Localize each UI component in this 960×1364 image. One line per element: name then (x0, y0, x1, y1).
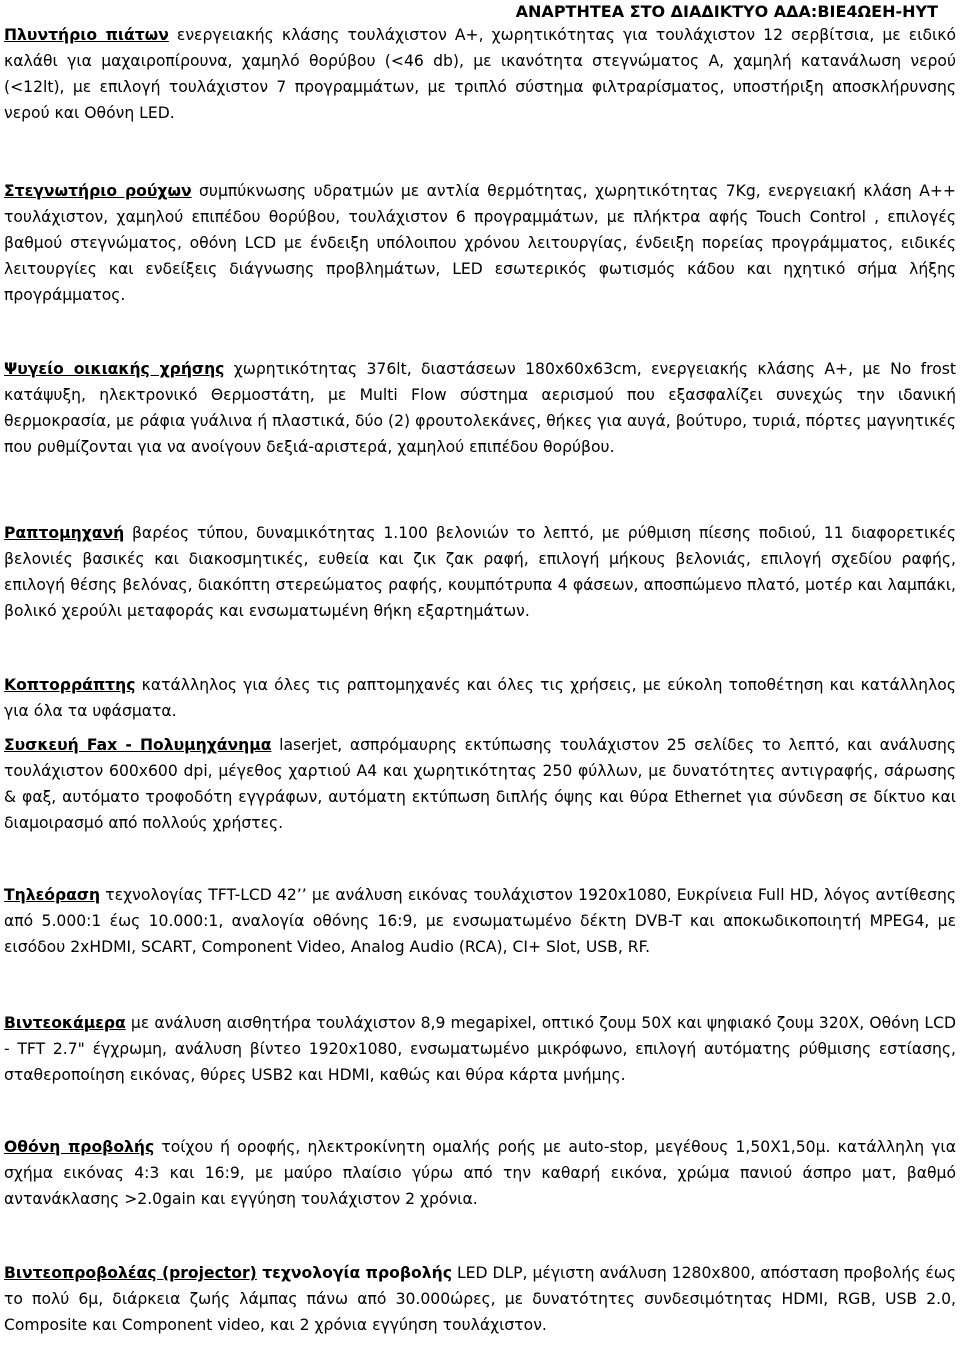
item-term: Βιντεοπροβολέας (projector) (4, 1264, 257, 1282)
item-description: τοίχου ή οροφής, ηλεκτροκίνητη ομαλής ροής με auto-stop, μεγέθους 1,50Χ1,50μ. κατάλληλη για σχήμα εικόνας 4:3 και 16:9, με μαύρο πλαίσιο γύρω από την καθαρή εικόνα, χρώμα πανιού άσπρο ματ, βαθμό αντανάκλασης >2.0gain και εγγύηση τουλάχιστον 2 χρόνια. (4, 1138, 956, 1208)
item-term: Στεγνωτήριο ρούχων (4, 182, 192, 200)
item-description: χωρητικότητας 376lt, διαστάσεων 180x60x63cm, ενεργειακής κλάσης Α+, με No frost κατάψυξη, ηλεκτρονικό Θερμοστάτη, με Multi Flow σύστημα αερισμού που εξασφαλίζει συνεχώς την ιδανική θερμοκρασία, με ράφια γυάλινα ή πλαστικά, δύο (2) φρουτολεκάνες, θήκες για αυγά, βούτυρο, τυριά, πόρτες μαγνητικές που ρυθμίζονται για να ανοίγουν δεξιά-αριστερά, χαμηλού επιπέδου θορύβου. (4, 360, 956, 456)
item-term: Πλυντήριο πιάτων (4, 26, 169, 44)
item-dryer (4, 178, 956, 308)
item-term: Οθόνη προβολής (4, 1138, 155, 1156)
item-fax-multifunction (4, 732, 956, 836)
item-description: ενεργειακής κλάσης τουλάχιστον Α+, χωρητικότητας για τουλάχιστον 12 σερβίτσια, με ειδικό καλάθι για μαχαιροπίρουνα, χαμηλό θορύβου (<46 db), με ικανότητα στεγνώματος Α, χαμηλή κατανάλωση νερού (<12lt), με επιλογή τουλάχιστον 7 προγραμμάτων, με τριπλό σύστημα φιλτραρίσματος, υποστήριξη αποσκλήρυνσης νερού και Οθόνη LED. (4, 26, 956, 122)
item-term: Τηλεόραση (4, 886, 101, 904)
item-description: LED DLP, μέγιστη ανάλυση 1280x800, απόσταση προβολής έως το πολύ 6μ, διάρκεια ζωής λάμπας πάνω από 30.000ώρες, με δυνατότητες συνδεσιμότητας HDMI, RGB, USB 2.0, Composite και Component video, και 2 χρόνια εγγύηση τουλάχιστον. (4, 1264, 956, 1334)
item-term: Κοπτορράπτης (4, 676, 136, 694)
item-projector (4, 1260, 956, 1338)
item-sewing-machine (4, 520, 956, 624)
item-term: Ψυγείο οικιακής χρήσης (4, 360, 225, 378)
item-description: συμπύκνωσης υδρατμών με αντλία θερμότητας, χωρητικότητας 7Kg, ενεργειακή κλάση Α++ τουλάχιστον, χαμηλού επιπέδου θορύβου, τουλάχιστον 6 προγραμμάτων, με πλήκτρα αφής Touch Control , επιλογές βαθμού στεγνώματος, οθόνη LCD με ένδειξη υπόλοιπου χρόνου λειτουργίας, ένδειξη πορείας προγράμματος, ειδικές λειτουργίες και ενδείξεις διάγνωσης προβλημάτων, LED εσωτερικός φωτισμός κάδου και ηχητικό σήμα λήξης προγράμματος. (4, 182, 956, 304)
item-camcorder (4, 1010, 956, 1088)
item-description: τεχνολογίας TFT-LCD 42’’ με ανάλυση εικόνας τουλάχιστον 1920x1080, Ευκρίνεια Full HD, λόγος αντίθεσης από 5.000:1 έως 10.000:1, αναλογία οθόνης 16:9, με ενσωματωμένο δέκτη DVB-T και αποκωδικοποιητή MPEG4, με εισόδου 2xHDMI, SCART, Component Video, Analog Audio (RCA), CI+ Slot, USB, RF. (4, 886, 956, 956)
item-description: laserjet, ασπρόμαυρης εκτύπωσης τουλάχιστον 25 σελίδες το λεπτό, και ανάλυσης τουλάχιστον 600x600 dpi, μέγεθος χαρτιού Α4 και χωρητικότητας 250 φύλλων, με δυνατότητες αντιγραφής, σάρωσης & φαξ, αυτόματο τροφοδότη εγγράφων, αυτόματη εκτύπωση διπλής όψης και θύρα Ethernet για σύνδεση σε δίκτυο και διαμοιρασμό από πολλούς χρήστες. (4, 736, 957, 832)
item-term: Ραπτομηχανή (4, 524, 125, 542)
item-overlock (4, 672, 956, 724)
item-description: κατάλληλος για όλες τις ραπτομηχανές και όλες τις χρήσεις, με εύκολη τοποθέτηση και κατάλληλος για όλα τα υφάσματα. (4, 676, 956, 720)
item-term: Βιντεοκάμερα (4, 1014, 126, 1032)
posting-header: ΑΝΑΡΤΗΤΕΑ ΣΤΟ ΔΙΑΔΙΚΤΥΟ ΑΔΑ:ΒΙΕ4ΩΕΗ-ΗΥΤ (515, 2, 938, 21)
item-term-secondary: τεχνολογία προβολής (256, 1264, 452, 1282)
item-dishwasher (4, 22, 956, 126)
item-term: Συσκευή Fax - Πολυμηχάνημα (4, 736, 272, 754)
item-projection-screen (4, 1134, 956, 1212)
item-description: βαρέος τύπου, δυναμικότητας 1.100 βελονιών το λεπτό, με ρύθμιση πίεσης ποδιού, 11 διαφορετικές βελονιές βασικές και διακοσμητικές, ευθεία και ζικ ζακ ραφή, επιλογή μήκους βελονιάς, επιλογή σχεδίου ραφής, επιλογή θέσης βελόνας, διακόπτη στερεώματος ραφής, κουμπότρυπα 4 φάσεων, αποσπώμενο πλατό, μοτέρ και λαμπάκι, βολικό χερούλι μεταφοράς και ενσωματωμένη θήκη εξαρτημάτων. (4, 524, 956, 620)
item-refrigerator (4, 356, 956, 460)
item-description: με ανάλυση αισθητήρα τουλάχιστον 8,9 megapixel, οπτικό ζουμ 50X και ψηφιακό ζουμ 320X, Οθόνη LCD - TFT 2.7" έγχρωμη, ανάλυση βίντεο 1920x1080, ενσωματωμένο μικρόφωνο, επιλογή αυτόματης ρύθμισης εστίασης, σταθεροποίηση εικόνας, θύρες USB2 και HDMI, καθώς και θύρα κάρτα μνήμης. (4, 1014, 956, 1084)
item-television (4, 882, 956, 960)
